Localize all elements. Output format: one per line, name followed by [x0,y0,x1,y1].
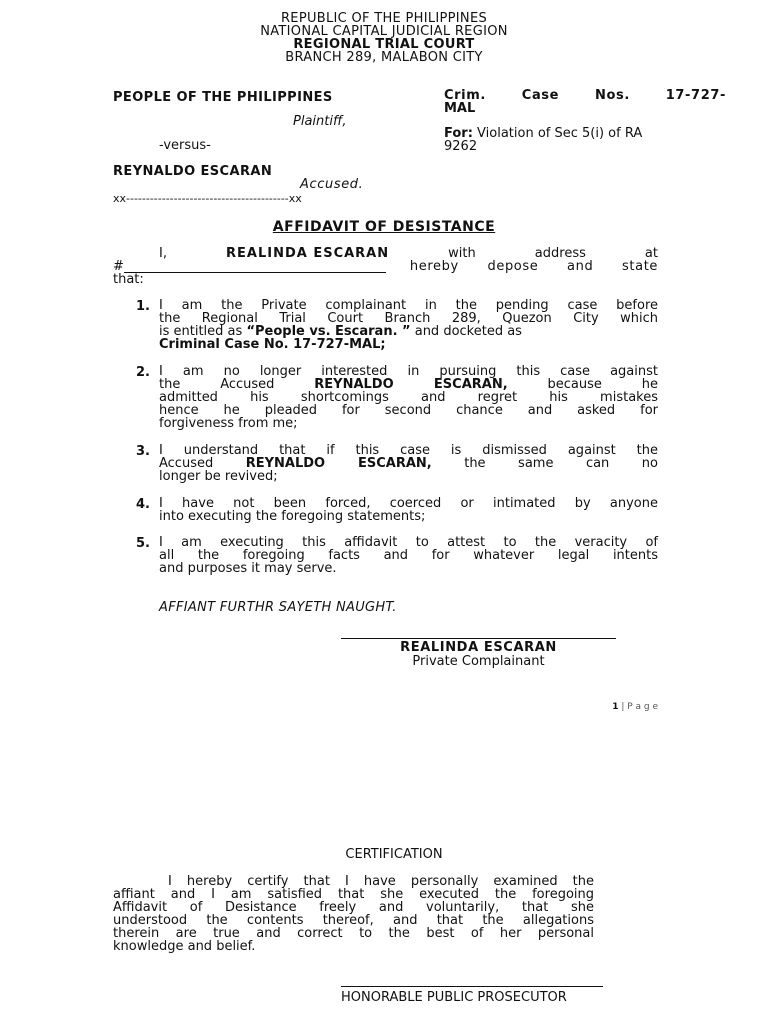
signatory-name: REALINDA ESCARAN [400,640,557,655]
intro-address: address [534,246,586,261]
certification-line-5: therein are true and correct to the best of her personal [113,926,594,941]
accused-name: REYNALDO ESCARAN [113,164,273,179]
case-number-cont: MAL [444,101,476,116]
item-1-text: is entitled as [159,324,247,339]
item-3-text: Accused [159,456,246,471]
item-2-line-3: admitted his shortcomings and regret his mistakes [159,390,658,405]
certification-line-1: I hereby certify that I have personally examined the [168,874,594,889]
item-4-line-1: I have not been forced, coerced or intimated by anyone [159,496,658,511]
item-3-line-1: I understand that if this case is dismissed against the [159,443,658,458]
intro-that: that: [113,272,144,287]
violation-text-cont: 9262 [444,139,478,154]
item-2-text-end: because he [507,377,658,392]
accused-name-ref: REYNALDO ESCARAN, [314,377,508,392]
for-label: For: [444,126,473,141]
versus-label: -versus- [159,138,211,153]
item-4-number: 4. [136,497,150,512]
page-number [560,702,658,712]
document-title [0,219,768,235]
intro-line-2 [113,260,658,273]
item-3-line-3: longer be revived; [159,469,278,484]
prosecutor-signature-line [341,976,603,987]
header-branch: BRANCH 289, MALABON CITY [285,50,483,65]
item-5-line-3: and purposes it may serve. [159,561,337,576]
accused-name-ref: REYNALDO ESCARAN, [245,456,432,471]
certification-line-2: affiant and I am satisfied that she executed the foregoing [113,887,594,902]
affiant-name: REALINDA ESCARAN [226,246,390,261]
item-2-line-1: I am no longer interested in pursuing this case against [159,364,658,379]
case-number: Crim. Case Nos. 17-727- [444,88,726,103]
intro-at: at [644,246,658,261]
address-hash: # [113,259,124,274]
item-2-number: 2. [136,365,150,380]
item-1-line-2: the Regional Trial Court Branch 289, Quezon City which [159,311,658,326]
item-5-number: 5. [136,536,150,551]
header-republic: REPUBLIC OF THE PHILIPPINES [280,11,488,26]
item-5-line-1: I am executing this affidavit to attest to the veracity of [159,535,658,550]
page-number-label: | P a g e [618,702,658,712]
intro-with: with [448,246,476,261]
item-1-text-end: and docketed as [410,324,522,339]
violation-text: Violation of Sec 5(i) of RA [477,126,643,141]
closing-statement: AFFIANT FURTHR SAYETH NAUGHT. [159,600,397,615]
signature-line [341,626,616,639]
prosecutor-title: HONORABLE PUBLIC PROSECUTOR [341,990,567,1005]
case-title: “People vs. Escaran. ” [246,324,411,339]
header-court: REGIONAL TRIAL COURT [293,37,475,52]
document-title-text: AFFIDAVIT OF DESISTANCE [272,219,496,235]
certification-title: CERTIFICATION [345,847,443,862]
item-5-line-2: all the foregoing facts and for whatever legal intents [159,548,658,563]
item-3-text-end: the same can no [431,456,658,471]
item-2-line-4: hence he pleaded for second chance and asked for [159,403,658,418]
header-region: NATIONAL CAPITAL JUDICIAL REGION [260,24,508,39]
signatory-role: Private Complainant [412,654,545,669]
item-4-line-2: into executing the foregoing statements; [159,509,426,524]
caption-separator: xx-----------------------------------------xx [113,192,302,205]
plaintiff-role: Plaintiff, [293,114,347,129]
address-blank [124,260,386,273]
page-number-value: 1 [612,702,619,712]
case-violation [444,127,726,140]
certification-line-4: understood the contents thereof, and that the allegations [113,913,594,928]
intro-depose: hereby depose and state [409,259,658,274]
item-1-number: 1. [136,299,150,314]
item-1-line-4: Criminal Case No. 17-727-MAL; [159,337,386,352]
accused-role: Accused. [300,177,364,192]
certification-line-3: Affidavit of Desistance freely and voluntarily, that she [113,900,594,915]
intro-i: I, [159,246,167,261]
item-1-line-1: I am the Private complainant in the pending case before [159,298,658,313]
item-3-number: 3. [136,444,150,459]
item-2-line-5: forgiveness from me; [159,416,298,431]
item-2-text: the Accused [159,377,315,392]
certification-line-6: knowledge and belief. [113,939,256,954]
plaintiff-name: PEOPLE OF THE PHILIPPINES [113,90,333,105]
